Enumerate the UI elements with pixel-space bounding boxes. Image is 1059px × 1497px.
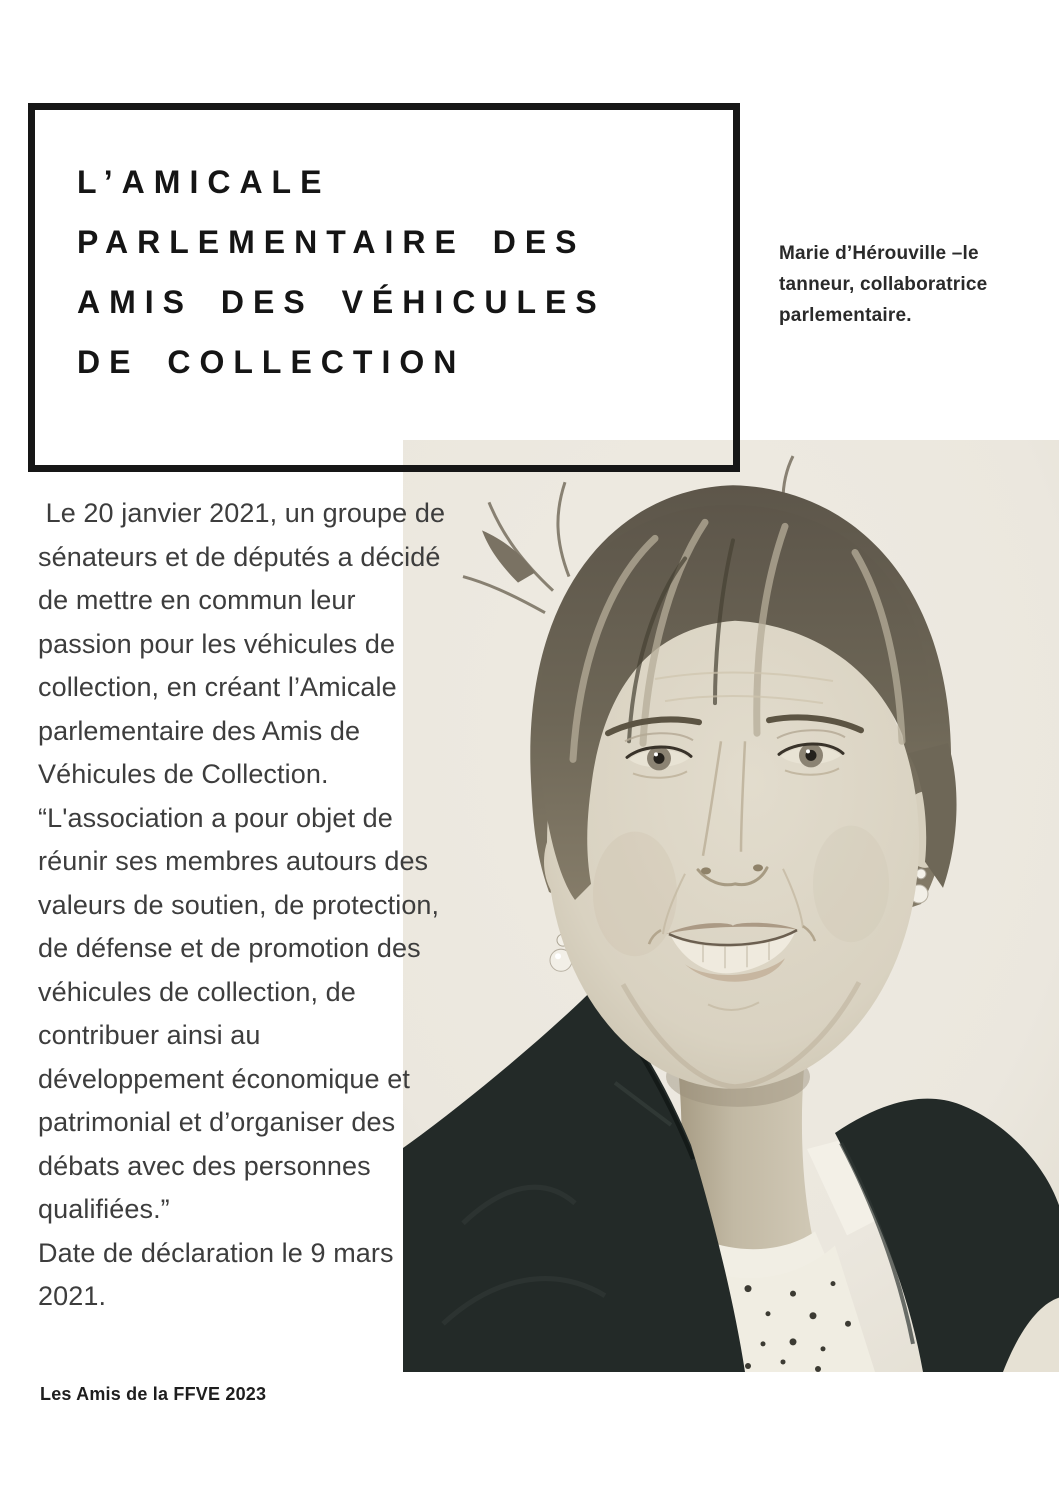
article-line: Le 20 janvier 2021, un groupe de bbox=[38, 498, 446, 528]
article-line: développement économique et bbox=[38, 1063, 410, 1094]
article-line: valeurs de soutien, de protection, bbox=[38, 889, 440, 920]
title-line: PARLEMENTAIRE DES bbox=[77, 224, 586, 260]
title-line: AMIS DES VÉHICULES bbox=[77, 284, 606, 320]
article-line: débats avec des personnes bbox=[38, 1150, 371, 1181]
article-text bbox=[38, 492, 478, 1319]
article-line: de mettre en commun leur bbox=[38, 585, 356, 615]
article-line: qualifiées.” bbox=[38, 1194, 170, 1224]
article-line: 2021. bbox=[38, 1281, 107, 1311]
photo-caption-line: tanneur, collaboratrice bbox=[779, 274, 988, 295]
article-line: Véhicules de Collection. bbox=[38, 759, 329, 789]
title-box bbox=[28, 103, 740, 472]
article-line: collection, en créant l’Amicale bbox=[38, 672, 397, 702]
title-line: L’AMICALE bbox=[77, 164, 331, 200]
photo-caption-line: parlementaire. bbox=[779, 305, 912, 326]
portrait-photo bbox=[403, 440, 1059, 1372]
article-line: parlementaire des Amis de bbox=[38, 715, 361, 746]
article-line: sénateurs et de députés a décidé bbox=[38, 541, 441, 572]
title-line: DE COLLECTION bbox=[77, 344, 466, 380]
article-line: véhicules de collection, de bbox=[38, 976, 356, 1007]
photo-caption-line: Marie d’Hérouville –le bbox=[779, 243, 979, 264]
photo-caption bbox=[779, 238, 1029, 331]
article-line: de défense et de promotion des bbox=[38, 933, 421, 963]
footer-credit: Les Amis de la FFVE 2023 bbox=[40, 1384, 267, 1404]
article-line: contribuer ainsi au bbox=[38, 1020, 261, 1050]
article-line: passion pour les véhicules de bbox=[38, 628, 396, 659]
article-line: réunir ses membres autours des bbox=[38, 846, 429, 876]
article-line: “L'association a pour objet de bbox=[38, 802, 393, 833]
article-line: Date de déclaration le 9 mars bbox=[38, 1237, 394, 1268]
portrait-photo-graphic bbox=[403, 440, 1059, 1372]
article-line: patrimonial et d’organiser des bbox=[38, 1107, 396, 1137]
